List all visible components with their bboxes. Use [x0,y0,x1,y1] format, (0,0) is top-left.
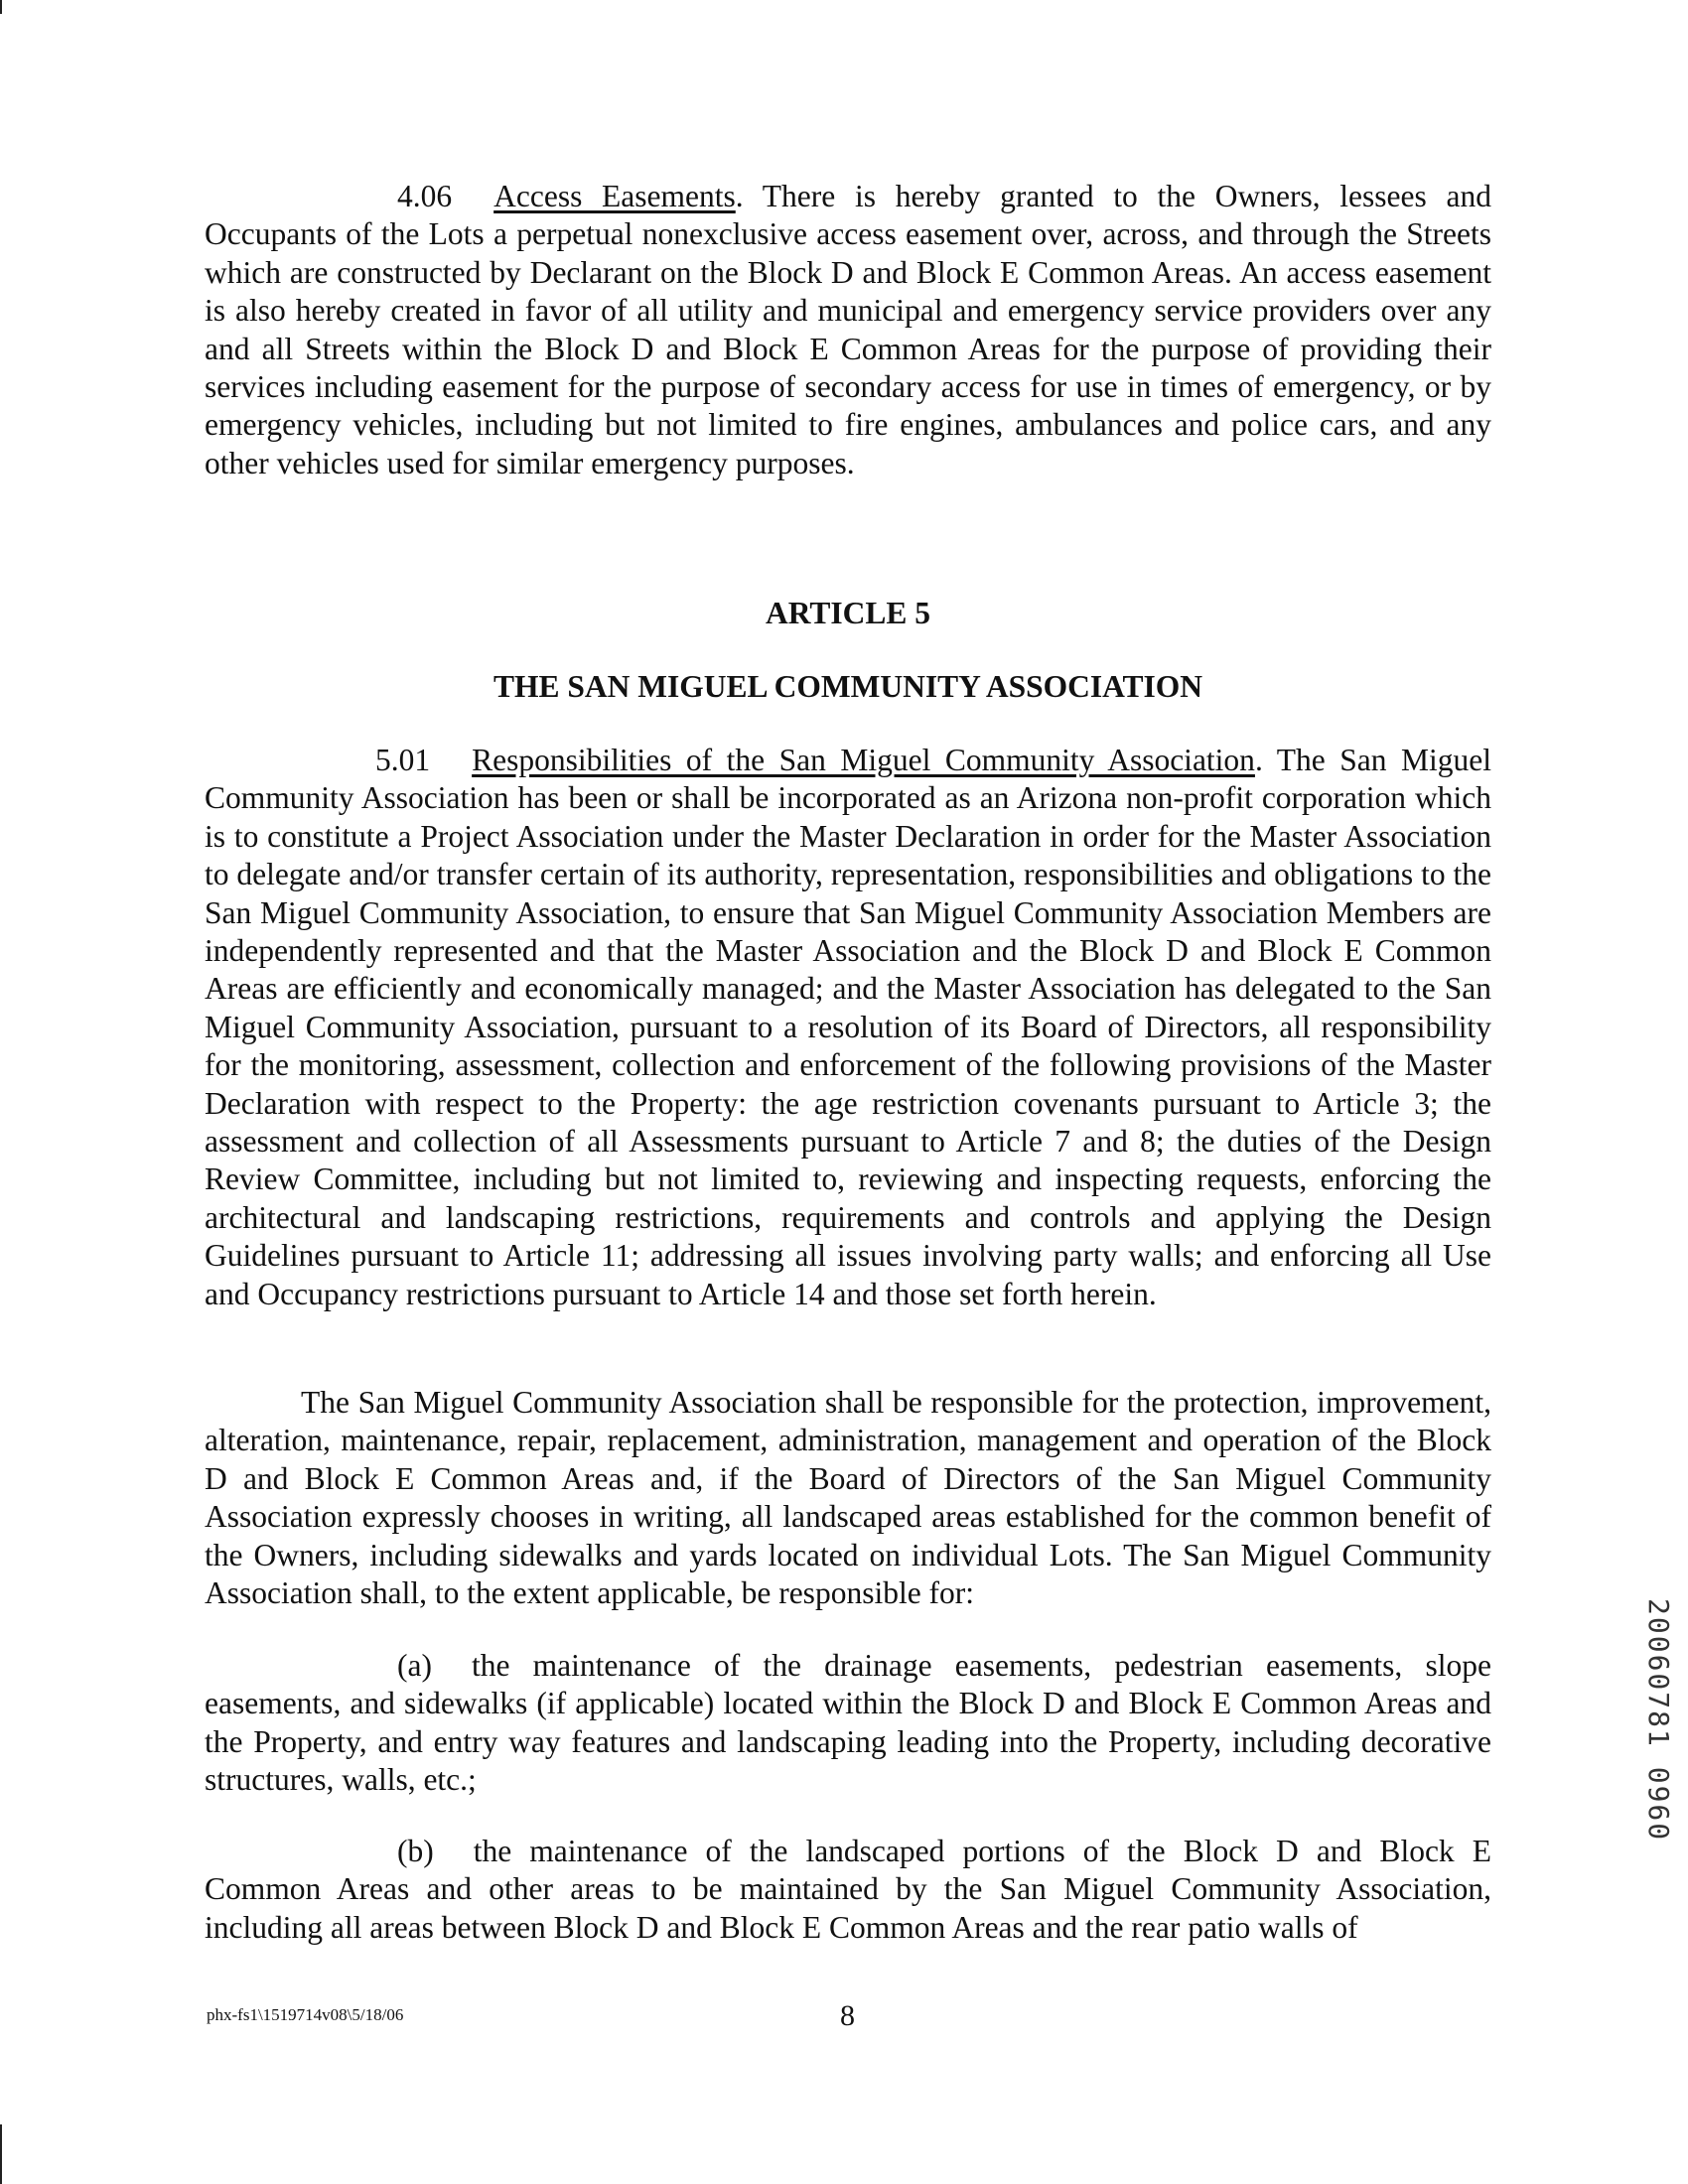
scan-edge-mark [0,0,2,14]
item-b-text: the maintenance of the landscaped portions of the Block D and Block E Common Areas and other areas to be maintained by the San Miguel Community Association, including all areas between Block D and Block E Common Areas and the rear patio walls of [205,1834,1491,1945]
item-a-text: the maintenance of the drainage easements, pedestrian easements, slope easements, and sidewalks (if applicable) located within the Block D and Block E Common Areas and the Property, and entry way features and landscaping leading into the Property, including decorative structures, walls, etc.; [205,1648,1491,1798]
section-number: 4.06 [397,179,453,213]
page-number: 8 [840,1999,855,2032]
item-a-label: (a) [397,1648,432,1683]
scan-edge-mark [0,2124,2,2184]
article-label: ARTICLE 5 [765,596,931,630]
item-b-paragraph [205,1833,1491,1947]
article-title: THE SAN MIGUEL COMMUNITY ASSOCIATION [492,669,1203,704]
section-5-01-paragraph [205,742,1491,1313]
item-a-paragraph [205,1647,1491,1800]
paragraph-body: The San Miguel Community Association shall be responsible for the protection, improvement, alteration, maintenance, repair, replacement, administration, management and operation of the Block D and Block E Common Areas and, if the Board of Directors of the San Miguel Community Association expressly chooses in writing, all landscaped areas established for the common benefit of the Owners, including sidewalks and yards located on individual Lots. The San Miguel Community Association shall, to the extent applicable, be responsible for: [205,1385,1491,1611]
section-4-06-paragraph [205,178,1491,482]
document-id: phx-fs1\1519714v08\5/18/06 [207,2005,404,2024]
section-title: Responsibilities of the San Miguel Community Association [472,743,1255,777]
responsibilities-paragraph [205,1384,1491,1612]
section-body: . There is hereby granted to the Owners, lessees and Occupants of the Lots a perpetual nonexclusive access easement over, across, and through the Streets which are constructed by Declarant on the Block D and Block E Common Areas. An access easement is also hereby created in favor of all utility and municipal and emergency service providers over any and all Streets within the Block D and Block E Common Areas for the purpose of providing their services including easement for the purpose of secondary access for use in times of emergency, or by emergency vehicles, including but not limited to fire engines, ambulances and police cars, and any other vehicles used for similar emergency purposes. [205,179,1491,480]
section-title: Access Easements [493,179,736,213]
item-b-label: (b) [397,1834,434,1868]
section-number: 5.01 [375,743,431,777]
recording-stamp-text: 20060781 0960 [1642,1598,1675,1843]
section-body: . The San Miguel Community Association has been or shall be incorporated as an Arizona non-profit corporation which is to constitute a Project Association under the Master Declaration in order for the Master Association to delegate and/or transfer certain of its authority, representation, responsibilities and obligations to the San Miguel Community Association, to ensure that San Miguel Community Association Members are independently represented and that the Master Association and the Block D and Block E Common Areas are efficiently and economically managed; and the Master Association has delegated to the San Miguel Community Association, pursuant to a resolution of its Board of Directors, all responsibility for the monitoring, assessment, collection and enforcement of the following provisions of the Master Declaration with respect to the Property: the age restriction covenants pursuant to Article 3; the assessment and collection of all Assessments pursuant to Article 7 and 8; the duties of the Design Review Committee, including but not limited to, reviewing and inspecting requests, enforcing the architectural and landscaping restrictions, requirements and controls and applying the Design Guidelines pursuant to Article 11; addressing all issues involving party walls; and enforcing all Use and Occupancy restrictions pursuant to Article 14 and those set forth herein. [205,743,1491,1311]
recording-stamp [1643,1598,1683,1866]
